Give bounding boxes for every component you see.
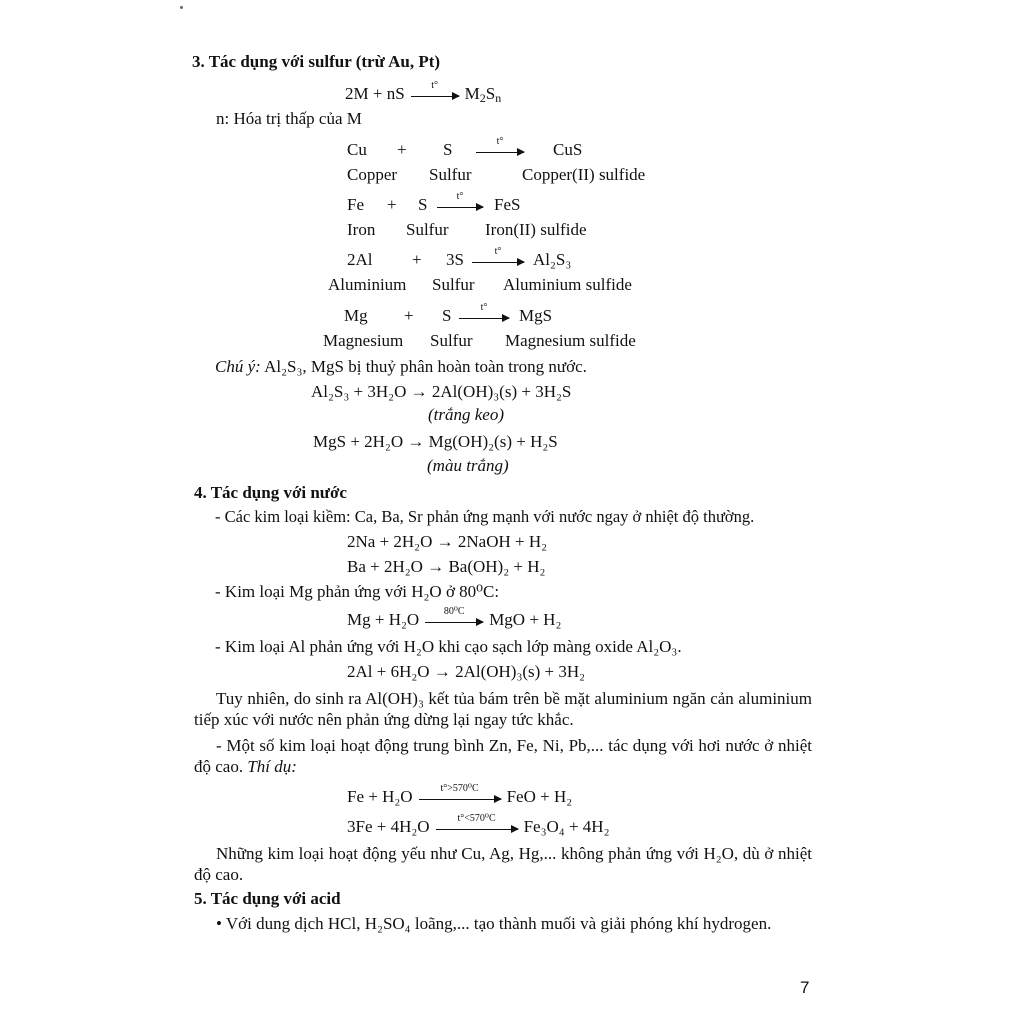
note-text: Al₂S₃, MgS bị thuỷ phân hoàn toàn trong nước. [264, 357, 587, 376]
reaction-al-product: Al₂S₃ [533, 250, 572, 269]
reaction-al-sulfur: 3S [446, 250, 464, 269]
reaction-cu-arrow: t° [476, 140, 524, 160]
reaction-cu-metal-name: Copper [347, 165, 398, 184]
hydrolysis-eq-mgs: MgS + 2H₂O → Mg(OH)₂(s) + H₂S [313, 432, 558, 451]
hydrolysis-note [215, 357, 587, 377]
general-equation [345, 79, 502, 105]
reaction-fe-sulfur: S [418, 195, 428, 214]
reaction-fe-product-name: Iron(II) sulfide [485, 220, 587, 239]
acid-paragraph: • Với dung dịch HCl, H₂SO₄ loãng,... tạo thành muối và giải phóng khí hydrogen. [216, 914, 772, 933]
reaction-al-arrow: t° [472, 250, 524, 270]
hydrolysis-eq-mgs-note: (màu trắng) [427, 456, 509, 475]
reaction-al-metal-name: Aluminium [328, 275, 407, 294]
reaction-cu-metal: Cu [347, 140, 367, 159]
reaction-mg-product: MgS [519, 306, 553, 325]
scan-speck [180, 6, 183, 9]
reaction-mg-plus: + [404, 306, 414, 325]
reaction-al-sulfur-name: Sulfur [432, 275, 475, 294]
reaction-cu-sulfur-name: Sulfur [429, 165, 472, 184]
reaction-mg-metal: Mg [344, 306, 368, 325]
note-label: Chú ý: [215, 357, 261, 376]
eq-fe-steam-low: 3Fe + 4H₂O t°<570⁰C Fe₃O₄ + 4H₂ [347, 812, 610, 836]
reaction-cu-sulfur: S [443, 140, 453, 159]
hydrolysis-eq-al2s3: Al₂S₃ + 3H₂O → 2Al(OH)₃(s) + 3H₂S [311, 382, 572, 401]
al-passivation-paragraph: Tuy nhiên, do sinh ra Al(OH)₃ kết tủa bám trên bề mặt aluminium ngăn cản aluminium tiếp xúc với nước nên phản ứng dừng lại ngay tức khắc. [194, 689, 812, 729]
eq-na-water: 2Na + 2H₂O → 2NaOH + H₂ [347, 532, 548, 551]
reaction-arrow [411, 79, 459, 97]
section-5-heading: 5. Tác dụng với acid [194, 889, 341, 908]
section-4-heading: 4. Tác dụng với nước [194, 483, 347, 502]
eq-mg-water: Mg + H₂O 80⁰C MgO + H₂ [347, 605, 562, 629]
section-3-heading: 3. Tác dụng với sulfur (trừ Au, Pt) [192, 52, 441, 71]
reaction-fe-metal: Fe [347, 195, 364, 214]
al-water-line: - Kim loại Al phản ứng với H₂O khi cạo sạch lớp màng oxide Al₂O₃. [215, 637, 682, 656]
reaction-mg-product-name: Magnesium sulfide [505, 331, 636, 350]
eq-ba-water: Ba + 2H₂O → Ba(OH)₂ + H₂ [347, 557, 546, 576]
reaction-fe-arrow: t° [437, 195, 483, 215]
reaction-mg-arrow: t° [459, 306, 509, 326]
eq-al-water: 2Al + 6H₂O → 2Al(OH)₃(s) + 3H₂ [347, 662, 586, 681]
valence-note: n: Hóa trị thấp của M [216, 109, 362, 128]
page-number: 7 [800, 978, 810, 997]
reaction-al-product-name: Aluminium sulfide [503, 275, 632, 294]
general-lhs: 2M + nS [345, 84, 405, 103]
weak-metals-paragraph: Những kim loại hoạt động yếu như Cu, Ag, Hg,... không phản ứng với H₂O, dù ở nhiệt độ cao. [194, 844, 812, 884]
reaction-al-plus: + [412, 250, 422, 269]
mg-water-line: - Kim loại Mg phản ứng với H₂O ở 80⁰C: [215, 582, 500, 601]
reaction-cu-product-name: Copper(II) sulfide [522, 165, 646, 184]
reaction-cu-plus: + [397, 140, 407, 159]
reaction-mg-metal-name: Magnesium [323, 331, 404, 350]
medium-metals-paragraph: - Một số kim loại hoạt động trung bình Zn, Fe, Ni, Pb,... tác dụng với hơi nước ở nhiệt độ cao. Thí dụ: [194, 736, 812, 776]
alkali-metals-line: - Các kim loại kiềm: Ca, Ba, Sr phản ứng mạnh với nước ngay ở nhiệt độ thường. [215, 507, 755, 526]
general-rhs: $M_2S_n$ [464, 84, 502, 105]
reaction-mg-sulfur-name: Sulfur [430, 331, 473, 350]
reaction-arrow: t°>570⁰C [419, 797, 501, 800]
reaction-mg-sulfur: S [442, 306, 452, 325]
reaction-arrow: 80⁰C [425, 620, 483, 623]
arrow-condition: t° [431, 79, 439, 91]
reaction-fe-plus: + [387, 195, 397, 214]
eq-fe-steam-high: Fe + H₂O t°>570⁰C FeO + H₂ [347, 782, 573, 806]
reaction-fe-sulfur-name: Sulfur [406, 220, 449, 239]
hydrolysis-eq-al2s3-note: (trắng keo) [428, 405, 505, 424]
reaction-cu-product: CuS [553, 140, 583, 159]
reaction-fe-metal-name: Iron [347, 220, 376, 239]
reaction-al-metal: 2Al [347, 250, 373, 269]
reaction-arrow: t°<570⁰C [436, 827, 518, 830]
reaction-fe-product: FeS [494, 195, 521, 214]
